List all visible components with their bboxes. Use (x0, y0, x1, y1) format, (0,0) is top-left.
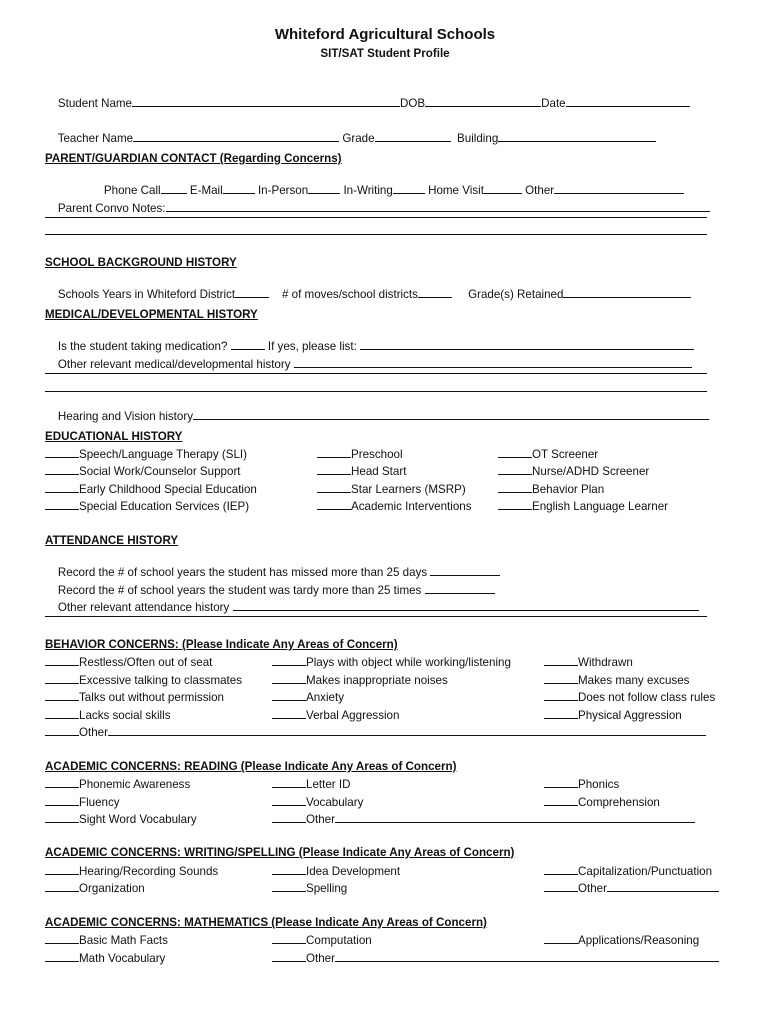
checkbox-blank[interactable] (272, 655, 306, 666)
medical-other-field[interactable] (294, 357, 692, 368)
student-name-label: Student Name (57, 97, 133, 110)
math-heading: ACADEMIC CONCERNS: MATHEMATICS (Please Indicate Any Areas of Concern) (45, 916, 487, 929)
checkbox-blank[interactable] (45, 447, 79, 458)
grade-field[interactable] (375, 131, 451, 142)
educational-item: Social Work/Counselor Support (45, 464, 241, 479)
checkbox-blank[interactable] (544, 864, 578, 875)
checkbox-blank[interactable] (272, 708, 306, 719)
checkbox-blank[interactable] (544, 708, 578, 719)
educational-item: Academic Interventions (317, 499, 472, 514)
student-name-field[interactable] (132, 96, 400, 107)
educational-item: Behavior Plan (498, 482, 604, 497)
attendance-other-field[interactable] (233, 600, 699, 611)
math-item: Applications/Reasoning (544, 933, 699, 948)
in-writing-label: In-Writing (343, 184, 393, 197)
email-label: E-Mail (189, 184, 223, 197)
moves-label: # of moves/school districts (281, 288, 418, 301)
behavior-item: Makes many excuses (544, 673, 689, 688)
behavior-item: Excessive talking to classmates (45, 673, 242, 688)
teacher-name-field[interactable] (133, 131, 339, 142)
educational-item: Speech/Language Therapy (SLI) (45, 447, 247, 462)
checkbox-blank[interactable] (544, 777, 578, 788)
in-person-label: In-Person (257, 184, 309, 197)
medication-list-label: If yes, please list: (267, 340, 357, 353)
math-other-field[interactable] (335, 951, 719, 962)
math-other-row: Other (272, 951, 719, 966)
checkbox-blank[interactable] (544, 673, 578, 684)
checkbox-blank[interactable] (45, 864, 79, 875)
checkbox-blank[interactable] (317, 499, 351, 510)
date-field[interactable] (566, 96, 690, 107)
checkbox-blank[interactable] (544, 690, 578, 701)
missed-label: Record the # of school years the student has missed more than 25 days (57, 566, 428, 579)
checkbox-blank[interactable] (45, 777, 79, 788)
checkbox-blank[interactable] (317, 464, 351, 475)
medical-other-label: Other relevant medical/developmental history (57, 358, 291, 371)
behavior-item: Withdrawn (544, 655, 633, 670)
educational-item: Special Education Services (IEP) (45, 499, 249, 514)
retained-label: Grade(s) Retained (468, 288, 564, 301)
school-heading: SCHOOL BACKGROUND HISTORY (45, 256, 237, 269)
other-contact-label: Other (525, 184, 555, 197)
math-item: Basic Math Facts (45, 933, 168, 948)
behavior-item: Makes inappropriate noises (272, 673, 448, 688)
checkbox-blank[interactable] (272, 777, 306, 788)
educational-item: Preschool (317, 447, 403, 462)
checkbox-blank[interactable] (544, 795, 578, 806)
attendance-other-label: Other relevant attendance history (57, 601, 230, 614)
grade-label: Grade (342, 132, 375, 145)
date-label: Date (541, 97, 566, 110)
moves-field[interactable] (418, 287, 452, 298)
attendance-other-row (45, 586, 699, 629)
medical-other-row (45, 343, 692, 386)
reading-item: Vocabulary (272, 795, 363, 810)
educational-item: Star Learners (MSRP) (317, 482, 466, 497)
medication-label: Is the student taking medication? (57, 340, 228, 353)
reading-item: Fluency (45, 795, 120, 810)
behavior-item: Lacks social skills (45, 708, 171, 723)
behavior-item: Talks out without permission (45, 690, 224, 705)
checkbox-blank[interactable] (45, 482, 79, 493)
parent-heading: PARENT/GUARDIAN CONTACT (Regarding Concerns) (45, 152, 342, 165)
behavior-heading: BEHAVIOR CONCERNS: (Please Indicate Any Areas of Concern) (45, 638, 398, 651)
behavior-other-row (45, 725, 706, 740)
checkbox-blank[interactable] (544, 933, 578, 944)
medical-notes-line[interactable] (45, 391, 707, 392)
checkbox-blank[interactable] (45, 673, 79, 684)
educational-heading: EDUCATIONAL HISTORY (45, 430, 183, 443)
writing-item: Hearing/Recording Sounds (45, 864, 218, 879)
reading-item: Phonics (544, 777, 619, 792)
checkbox-blank[interactable] (45, 725, 79, 736)
medical-heading: MEDICAL/DEVELOPMENTAL HISTORY (45, 308, 258, 321)
building-label: Building (457, 132, 499, 145)
checkbox-blank[interactable] (317, 447, 351, 458)
behavior-item: Physical Aggression (544, 708, 682, 723)
school-years-field[interactable] (235, 287, 269, 298)
checkbox-blank[interactable] (45, 708, 79, 719)
writing-item: Organization (45, 881, 145, 896)
checkbox-blank[interactable] (544, 655, 578, 666)
checkbox-blank[interactable] (45, 812, 79, 823)
dob-field[interactable] (425, 96, 541, 107)
checkbox-blank[interactable] (498, 464, 532, 475)
educational-item: Nurse/ADHD Screener (498, 464, 649, 479)
retained-field[interactable] (563, 287, 691, 298)
checkbox-blank[interactable] (272, 673, 306, 684)
behavior-item: Does not follow class rules (544, 690, 715, 705)
attendance-notes-line[interactable] (45, 616, 707, 617)
educational-item: Head Start (317, 464, 406, 479)
checkbox-blank[interactable] (272, 864, 306, 875)
math-item: Math Vocabulary (45, 951, 165, 966)
checkbox-blank[interactable] (498, 499, 532, 510)
checkbox-blank[interactable] (45, 933, 79, 944)
checkbox-blank[interactable] (272, 881, 306, 892)
checkbox-blank[interactable] (272, 951, 306, 962)
building-field[interactable] (498, 131, 656, 142)
checkbox-blank[interactable] (272, 933, 306, 944)
reading-other-row: Other (272, 812, 695, 827)
behavior-item: Verbal Aggression (272, 708, 399, 723)
checkbox-blank[interactable] (45, 951, 79, 962)
behavior-item: Restless/Often out of seat (45, 655, 212, 670)
educational-item: Early Childhood Special Education (45, 482, 257, 497)
checkbox-blank[interactable] (498, 482, 532, 493)
checkbox-blank[interactable] (45, 881, 79, 892)
writing-item: Spelling (272, 881, 347, 896)
parent-notes-field[interactable] (166, 201, 710, 212)
form-subtitle: SIT/SAT Student Profile (320, 47, 450, 60)
parent-notes-line[interactable] (45, 234, 707, 235)
teacher-name-label: Teacher Name (57, 132, 134, 145)
reading-item: Letter ID (272, 777, 350, 792)
checkbox-blank[interactable] (544, 881, 578, 892)
math-item: Computation (272, 933, 372, 948)
checkbox-blank[interactable] (45, 499, 79, 510)
hearing-vision-label: Hearing and Vision history (57, 410, 194, 423)
writing-item: Capitalization/Punctuation (544, 864, 712, 879)
writing-item: Idea Development (272, 864, 400, 879)
parent-notes-line[interactable] (45, 217, 707, 218)
checkbox-blank[interactable] (498, 447, 532, 458)
reading-other-field[interactable] (335, 812, 695, 823)
writing-heading: ACADEMIC CONCERNS: WRITING/SPELLING (Please Indicate Any Areas of Concern) (45, 846, 515, 859)
checkbox-blank[interactable] (45, 655, 79, 666)
reading-item: Comprehension (544, 795, 660, 810)
dob-label: DOB (400, 97, 426, 110)
writing-other-row: Other (544, 881, 719, 896)
checkbox-blank[interactable] (272, 812, 306, 823)
checkbox-blank[interactable] (317, 482, 351, 493)
behavior-item: Anxiety (272, 690, 344, 705)
attendance-heading: ATTENDANCE HISTORY (45, 534, 179, 547)
tardy-label: Record the # of school years the student was tardy more than 25 times (57, 584, 422, 597)
checkbox-blank[interactable] (272, 690, 306, 701)
educational-item: OT Screener (498, 447, 598, 462)
parent-notes-label: Parent Convo Notes: (57, 202, 166, 215)
behavior-item: Plays with object while working/listening (272, 655, 511, 670)
behavior-other-label: Other (79, 726, 108, 739)
reading-item: Sight Word Vocabulary (45, 812, 197, 827)
phone-call-label: Phone Call (103, 184, 161, 197)
home-visit-label: Home Visit (428, 184, 484, 197)
school-years-label: Schools Years in Whiteford District (57, 288, 236, 301)
behavior-other-field[interactable] (108, 725, 706, 736)
medical-notes-line[interactable] (45, 373, 707, 374)
form-title: Whiteford Agricultural Schools (274, 26, 496, 43)
parent-notes-row (45, 187, 710, 230)
reading-heading: ACADEMIC CONCERNS: READING (Please Indicate Any Areas of Concern) (45, 760, 457, 773)
checkbox-blank[interactable] (45, 464, 79, 475)
educational-item: English Language Learner (498, 499, 668, 514)
checkbox-blank[interactable] (272, 795, 306, 806)
writing-other-field[interactable] (607, 881, 719, 892)
checkbox-blank[interactable] (45, 690, 79, 701)
checkbox-blank[interactable] (45, 795, 79, 806)
reading-item: Phonemic Awareness (45, 777, 190, 792)
hearing-vision-field[interactable] (193, 409, 709, 420)
